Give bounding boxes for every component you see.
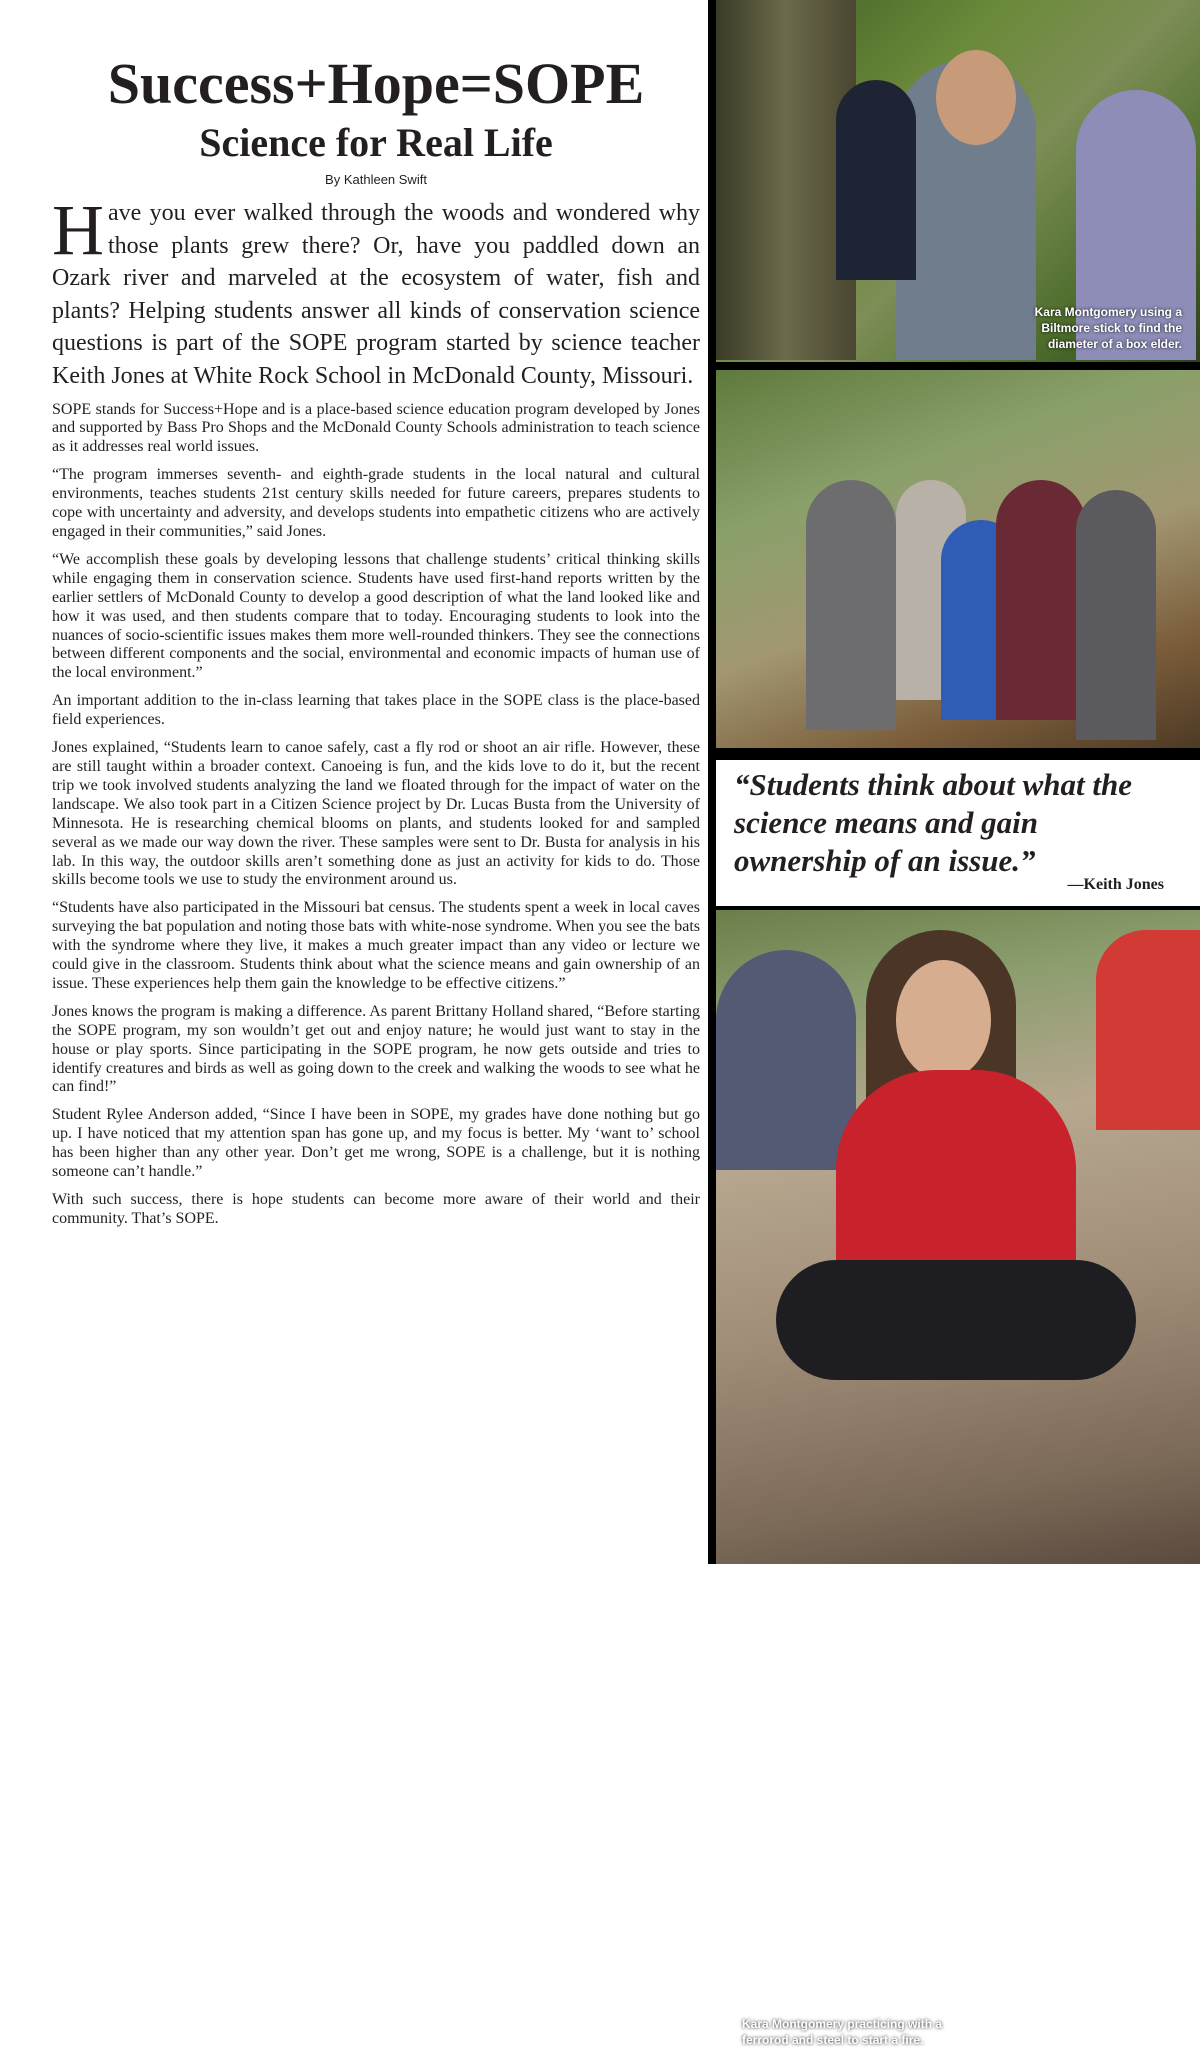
student-figure [716,950,856,1170]
body-paragraph: “The program immerses seventh- and eighth-grade students in the local natural and cultural environments, teaches students 21st century skills needed for future careers, prepares students to cope with uncertainty and adversity, and develops students into empathetic citizens who are actively engaged in their communities,” said Jones. [52,466,700,540]
student-head [936,50,1016,145]
body-paragraph: An important addition to the in-class learning that takes place in the SOPE class is the place-based field experiences. [52,692,700,729]
article-title: Success+Hope=SOPE [107,51,645,116]
pull-quote-attribution: —Keith Jones [1067,876,1164,893]
photo-trail-mapping [716,370,1200,748]
tree-trunk-shape [716,0,856,360]
body-paragraph: “Students have also participated in the Missouri bat census. The students spent a week in local caves surveying the bat population and noting those bats with white-nose syndrome. When you see the bats with the syndrome where they live, it makes a much greater impact than any video or lecture we could give in the classroom. Students think about what the science means and gain ownership of an issue. These experiences help them gain the knowledge to be effective citizens.” [52,899,700,992]
article-body [52,401,700,1229]
body-paragraph: Jones explained, “Students learn to canoe safely, cast a fly rod or shoot an air rifle. However, these are still taught within a broader context. Canoeing is fun, and the kids love to do it, but the recent trip we took involved students analyzing the land we floated through for the impact of water on the landscape. We also took part in a Citizen Science project by Dr. Lucas Busta from the University of Minnesota. He is researching chemical blooms on plants, and students looked for and sampled several as we made our way down the river. These samples were sent to Dr. Busta for analysis in his lab. In this way, the outdoor skills aren’t something done as just an activity for kids to do. Those skills become tools we use to study the environment around us. [52,739,700,889]
photo-fire-starting [716,910,1200,2047]
student-legs [776,1260,1136,1380]
student-figure [1076,490,1156,740]
body-paragraph: Jones knows the program is making a difference. As parent Brittany Holland shared, “Before starting the SOPE program, my son wouldn’t get out and enjoy nature; he would just want to stay in the house or play sports. Since participating in the SOPE program, he now gets outside and tries to identify creatures and birds as well as going down to the creek and walking the woods to see what he can find!” [52,1002,700,1096]
drop-cap: H [52,190,104,270]
photo1-caption: Kara Montgomery using a Biltmore stick to find the diameter of a box elder. [1034,305,1182,351]
byline: By Kathleen Swift [325,172,427,187]
student-head [896,960,991,1080]
body-paragraph: SOPE stands for Success+Hope and is a place-based science education program developed by Jones and supported by Bass Pro Shops and the McDonald County Schools administration to teach science as it addresses real world issues. [52,400,700,456]
student-figure [1096,930,1200,1130]
body-paragraph: With such success, there is hope students can become more aware of their world and their community. That’s SOPE. [52,1191,700,1227]
photo3-caption: Kara Montgomery practicing with a ferrorod and steel to start a fire. [742,2017,943,2047]
article-subtitle: Science for Real Life [199,120,553,165]
body-paragraph: “We accomplish these goals by developing lessons that challenge students’ critical thinking skills while engaging them in conservation science. Students have used first-hand reports written by the earlier settlers of McDonald County to develop a good description of what the land looked like and how it was used, and then students compare that to today. Encouraging students to look into the nuances of socio-scientific issues makes them more well-rounded thinkers. They see the connections between different components and the social, environmental and economic impacts of human use of the local environment.” [52,550,700,682]
lead-text: ave you ever walked through the woods and wondered why those plants grew there? Or, have you paddled down an Ozark river and marveled at the ecosystem of water, fish and plants? Helping students answer all kinds of conservation science questions is part of the SOPE program started by science teacher Keith Jones at White Rock School in McDonald County, Missouri. [52,200,700,389]
article [52,52,700,1238]
student-figure [806,480,896,730]
lead-paragraph [52,190,700,393]
pull-quote [716,760,1200,906]
photo-biltmore-stick [716,0,1200,362]
student-figure [996,480,1086,720]
body-paragraph: Student Rylee Anderson added, “Since I have been in SOPE, my grades have done nothing but go up. I have noticed that my attention span has gone up, and my focus is better. My ‘want to’ school has been higher than any other year. Don’t get me wrong, SOPE is a challenge, but it is nothing someone can’t handle.” [52,1106,700,1181]
pull-quote-text: “Students think about what the science means and gain ownership of an issue.” [734,767,1132,878]
student-figure [836,80,916,280]
